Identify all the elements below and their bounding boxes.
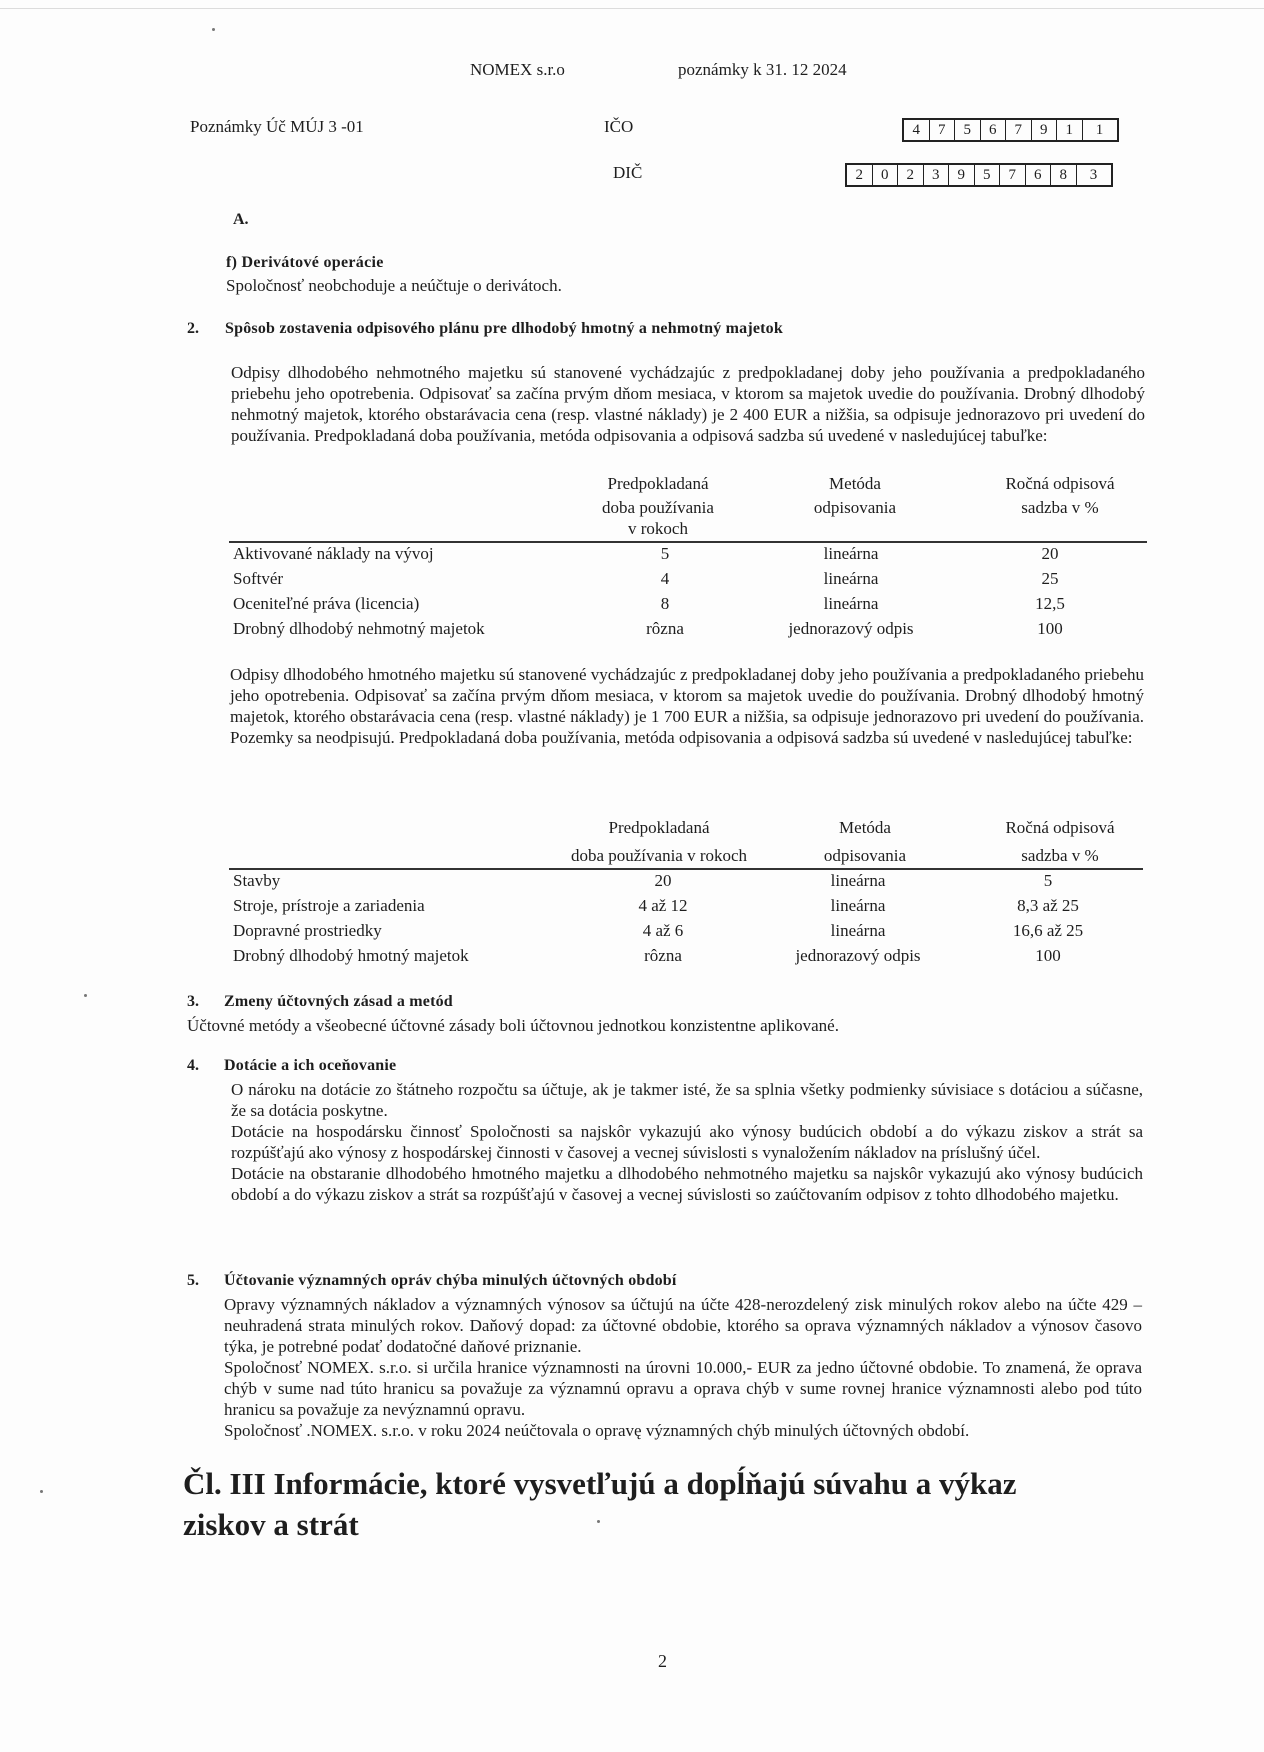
depreciation-method-cell: jednorazový odpis	[795, 945, 921, 965]
useful-life-cell: 8	[660, 593, 670, 613]
depreciation-method-cell: lineárna	[830, 870, 886, 890]
table-row	[233, 868, 1143, 893]
section-4-number: 4.	[187, 1057, 199, 1074]
section-4-title: Dotácie a ich oceňovanie	[224, 1057, 397, 1074]
scan-speck	[597, 1520, 600, 1523]
useful-life-cell: 20	[654, 870, 672, 890]
ico-label: IČO	[604, 117, 634, 136]
subsidies-paragraphs	[231, 1079, 1143, 1205]
form-reference: Poznámky Úč MÚJ 3 -01	[190, 117, 364, 136]
section-5-number: 5.	[187, 1272, 199, 1289]
table-row	[233, 591, 1143, 616]
ico-digit: 9	[1032, 120, 1058, 140]
table1-header-useful-life: Predpokladaná doba používania v rokoch	[602, 474, 714, 538]
corrections-p2: Spoločnosť NOMEX. s.r.o. si určila hranice významnosti na úrovni 10.000,- EUR za jedno účtovné obdobie. To znamená, že oprava chýb v sume nad túto hranicu sa považuje za významnú opravu a oprava chýb v sume rovnej hranice významnosti alebo pod túto hranicu sa považuje za nevýznamnú opravu.	[224, 1358, 1142, 1419]
dic-digit-boxes	[845, 163, 1113, 187]
ico-digit: 5	[955, 120, 981, 140]
table2-header-rate: Ročná odpisová sadzba v %	[1005, 818, 1115, 865]
dic-digit: 7	[1000, 165, 1026, 185]
dic-digit: 3	[1089, 167, 1098, 183]
section-3-number: 3.	[187, 993, 199, 1010]
table-row	[233, 893, 1143, 918]
annual-rate-cell: 8,3 až 25	[1017, 895, 1079, 915]
dic-digit: 9	[949, 165, 975, 185]
depreciation-method-cell: lineárna	[823, 543, 879, 563]
depreciation-method-cell: lineárna	[830, 920, 886, 940]
dic-digit: 2	[898, 165, 924, 185]
corrections-p3: Spoločnosť .NOMEX. s.r.o. v roku 2024 neúčtovala o opravę významných chýb minulých účtovných období.	[224, 1421, 970, 1440]
ico-digit: 1	[1095, 122, 1104, 138]
ico-digit: 4	[904, 120, 930, 140]
table1-header-rate: Ročná odpisová sadzba v %	[1005, 474, 1115, 517]
useful-life-cell: rôzna	[644, 945, 682, 965]
table1-header-method: Metóda odpisovania	[813, 474, 897, 517]
ico-digit: 6	[981, 120, 1007, 140]
section-2-number: 2.	[187, 320, 199, 337]
table-row	[233, 918, 1143, 943]
asset-category-cell: Softvér	[233, 568, 284, 588]
dic-digit: 0	[873, 165, 899, 185]
useful-life-cell: 5	[660, 543, 670, 563]
asset-category-cell: Stroje, prístroje a zariadenia	[233, 895, 425, 915]
tangible-assets-paragraph: Odpisy dlhodobého hmotného majetku sú stanovené vychádzajúc z predpokladanej doby jeho používania a predpokladaného priebehu jeho opotrebenia. Odpisovať sa začína prvým dňom mesiaca, v ktorom sa majetok uvedie do používania. Drobný dlhodobý hmotný majetok, ktorého obstarávacia cena (resp. vlastné náklady) je 1 700 EUR a nižšia, sa odpisuje jednorazovo pri uvedení do používania. Pozemky sa neodpisujú. Predpokladaná doba používania, metóda odpisovania a odpisová sadzba sú uvedené v nasledujúcej tabuľke:	[230, 665, 1144, 747]
annual-rate-cell: 100	[1037, 618, 1063, 638]
ico-digit: 7	[1006, 120, 1032, 140]
error-corrections-paragraphs	[224, 1294, 1142, 1441]
subsidies-p1: O nároku na dotácie zo štátneho rozpočtu sa účtuje, ak je takmer isté, že sa splnia všetky podmienky súvisiace s dotáciou a súčasne, že sa dotácia poskytne.	[231, 1080, 1143, 1120]
table-row	[233, 566, 1143, 591]
annual-rate-cell: 25	[1041, 568, 1059, 588]
useful-life-cell: 4 až 12	[638, 895, 688, 915]
dic-digit: 3	[924, 165, 950, 185]
subsidies-p3: Dotácie na obstaranie dlhodobého hmotného majetku a dlhodobého nehmotného majetku sa najskôr vykazujú ako výnosy budúcich období a do výkazu ziskov a strát sa rozpúšťajú v časovej a vecnej súvislosti so zaúčtovaním odpisov z tohto dlhodobého majetku.	[231, 1164, 1143, 1204]
asset-category-cell: Stavby	[233, 870, 281, 890]
annual-rate-cell: 20	[1041, 543, 1059, 563]
useful-life-cell: rôzna	[646, 618, 684, 638]
depreciation-method-cell: lineárna	[823, 593, 879, 613]
scan-speck	[84, 994, 87, 997]
company-name: NOMEX s.r.o	[470, 60, 565, 79]
intangible-assets-paragraph: Odpisy dlhodobého nehmotného majetku sú stanovené vychádzajúc z predpokladanej doby jeho používania a predpokladaného priebehu jeho opotrebenia. Odpisovať sa začína prvým dňom mesiaca, v ktorom sa majetok uvedie do používania. Drobný dlhodobý nehmotný majetok, ktorého obstarávacia cena (resp. vlastné náklady) je 2 400 EUR a nižšia, sa odpisuje jednorazovo pri uvedení do používania. Predpokladaná doba používania, metóda odpisovania a odpisová sadzba sú uvedené v nasledujúcej tabuľke:	[231, 363, 1145, 445]
table-row	[233, 541, 1143, 566]
useful-life-cell: 4 až 6	[642, 920, 684, 940]
scan-speck	[212, 28, 215, 31]
dic-digit: 2	[847, 165, 873, 185]
page-number: 2	[658, 1651, 667, 1671]
section-5-title: Účtovanie významných opráv chýba minulých účtovných období	[224, 1272, 677, 1289]
ico-digit: 7	[930, 120, 956, 140]
derivatives-text: Spoločnosť neobchoduje a neúčtuje o derivátoch.	[226, 276, 562, 295]
scan-speck	[40, 1490, 43, 1493]
table2-header-method: Metóda odpisovania	[823, 818, 907, 865]
section-a-label: A.	[233, 211, 249, 228]
section-2-title: Spôsob zostavenia odpisového plánu pre dlhodobý hmotný a nehmotný majetok	[225, 320, 783, 337]
asset-category-cell: Oceniteľné práva (licencia)	[233, 593, 420, 613]
dic-digit: 8	[1051, 165, 1077, 185]
dic-digit: 6	[1026, 165, 1052, 185]
corrections-p1: Opravy významných nákladov a významných výnosov sa účtujú na účte 428-nerozdelený zisk minulých rokov alebo na účte 429 – neuhradená strata minulých rokov. Daňový dopad: za účtovné obdobie, ktorého sa oprava významných nákladov a výnosov časovo týka, je potrebné podať dodatočné daňové priznanie.	[224, 1295, 1142, 1356]
depreciation-method-cell: lineárna	[830, 895, 886, 915]
asset-category-cell: Drobný dlhodobý hmotný majetok	[233, 945, 469, 965]
depreciation-method-cell: lineárna	[823, 568, 879, 588]
useful-life-cell: 4	[660, 568, 670, 588]
table-row	[233, 616, 1143, 641]
intangible-depreciation-table	[233, 541, 1143, 641]
asset-category-cell: Aktivované náklady na vývoj	[233, 543, 434, 563]
annual-rate-cell: 12,5	[1035, 593, 1065, 613]
annual-rate-cell: 5	[1043, 870, 1053, 890]
asset-category-cell: Drobný dlhodobý nehmotný majetok	[233, 618, 485, 638]
depreciation-method-cell: jednorazový odpis	[788, 618, 914, 638]
annual-rate-cell: 100	[1035, 945, 1061, 965]
annual-rate-cell: 16,6 až 25	[1012, 920, 1084, 940]
table2-header-useful-life: Predpokladaná doba používania v rokoch	[570, 818, 748, 865]
section-3-text: Účtovné metódy a všeobecné účtovné zásady boli účtovnou jednotkou konzistentne aplikované.	[187, 1016, 839, 1035]
subsidies-p2: Dotácie na hospodársku činnosť Spoločnosti sa najskôr vykazujú ako výnosy budúcich období a do výkazu ziskov a strát sa rozpúšťajú ako výnosy z hospodárskej činnosti v časovej a vecnej súvislosti s vynaložením nákladov na príslušný účel.	[231, 1122, 1143, 1162]
table-row	[233, 943, 1143, 968]
ico-digit: 1	[1057, 120, 1083, 140]
asset-category-cell: Dopravné prostriedky	[233, 920, 382, 940]
chapter-heading: Čl. III Informácie, ktoré vysvetľujú a dopĺňajú súvahu a výkaz ziskov a strát	[183, 1466, 1017, 1542]
notes-date: poznámky k 31. 12 2024	[678, 60, 847, 79]
ico-digit-boxes	[902, 118, 1119, 142]
dic-label: DIČ	[613, 163, 643, 182]
scan-edge-line	[0, 8, 1264, 9]
dic-digit: 5	[975, 165, 1001, 185]
derivatives-title: f) Derivátové operácie	[226, 254, 384, 271]
section-3-title: Zmeny účtovných zásad a metód	[224, 993, 453, 1010]
tangible-depreciation-table	[233, 868, 1143, 968]
